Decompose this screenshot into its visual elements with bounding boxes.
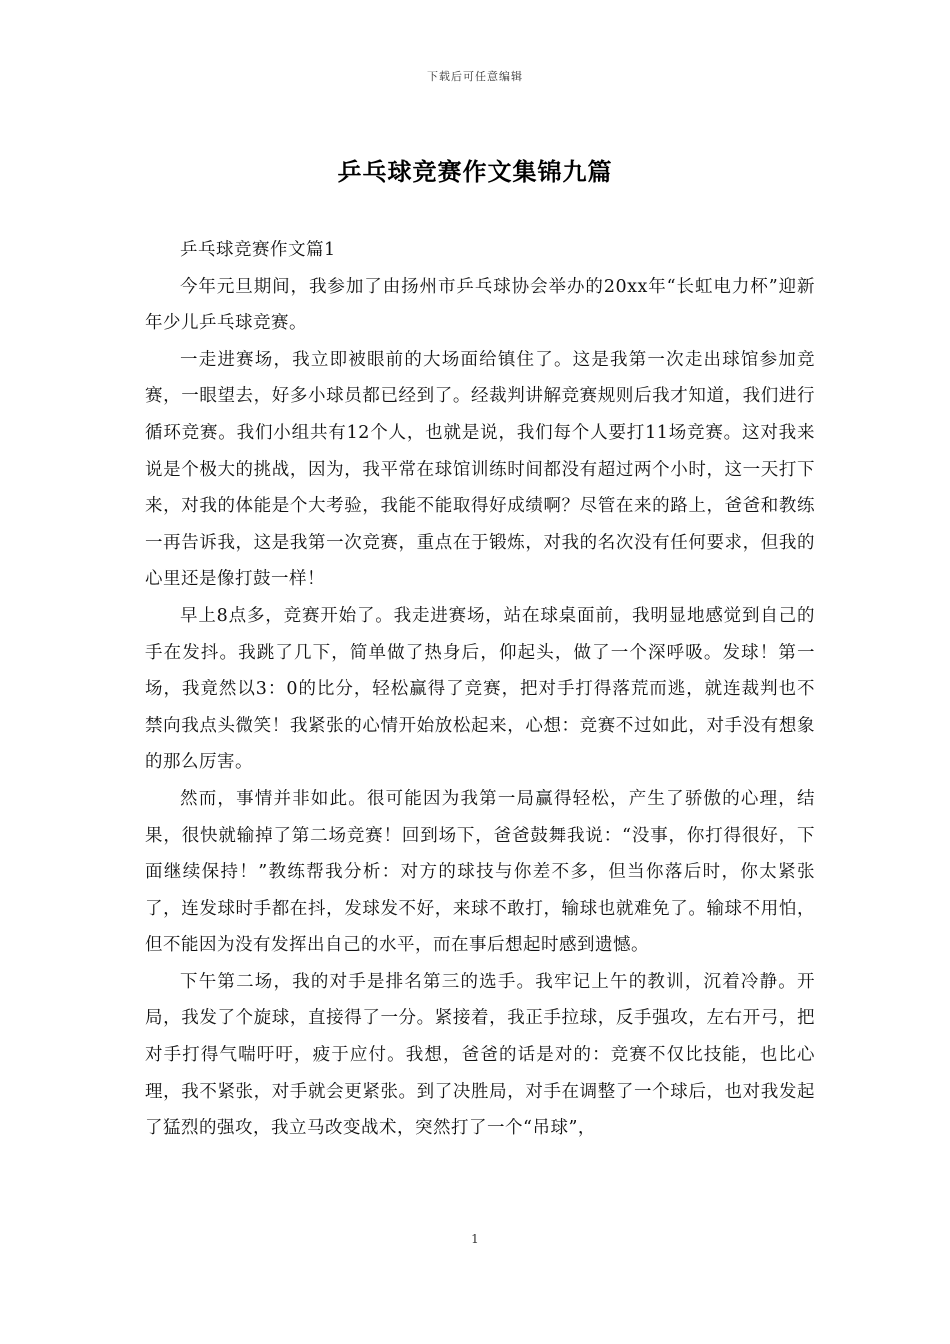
paragraph: 早上8点多，竞赛开始了。我走进赛场，站在球桌面前，我明显地感觉到自己的手在发抖。我跳了几下，简单做了热身后，仰起头，做了一个深呼吸。发球！第一场，我竟然以3：0的比分，轻松赢得了竞赛，把对手打得落荒而逃，就连裁判也不禁向我点头微笑！我紧张的心情开始放松起来，心想：竞赛不过如此，对手没有想象的那么厉害。 — [145, 605, 815, 773]
document-title: 乒乓球竞赛作文集锦九篇 — [337, 157, 613, 186]
document-body — [145, 232, 815, 1147]
paragraph: 下午第二场，我的对手是排名第三的选手。我牢记上午的教训，沉着冷静。开局，我发了个旋球，直接得了一分。紧接着，我正手拉球，反手强攻，左右开弓，把对手打得气喘吁吁，疲于应付。我想，爸爸的话是对的：竞赛不仅比技能，也比心理，我不紧张，对手就会更紧张。到了决胜局，对手在调整了一个球后，也对我发起了猛烈的强攻，我立马改变战术，突然打了一个“吊球”， — [145, 971, 815, 1139]
paragraph: 一走进赛场，我立即被眼前的大场面给镇住了。这是我第一次走出球馆参加竞赛，一眼望去，好多小球员都已经到了。经裁判讲解竞赛规则后我才知道，我们进行循环竞赛。我们小组共有12个人，也就是说，我们每个人要打11场竞赛。这对我来说是个极大的挑战，因为，我平常在球馆训练时间都没有超过两个小时，这一天打下来，对我的体能是个大考验，我能不能取得好成绩啊？尽管在来的路上，爸爸和教练一再告诉我，这是我第一次竞赛，重点在于锻炼，对我的名次没有任何要求，但我的心里还是像打鼓一样！ — [145, 349, 815, 590]
page-header-note: 下载后可任意编辑 — [427, 70, 523, 83]
page-number: 1 — [471, 1232, 479, 1246]
paragraph: 今年元旦期间，我参加了由扬州市乒乓球协会举办的20xx年“长虹电力杯”迎新年少儿乒乓球竞赛。 — [145, 276, 815, 334]
section-heading: 乒乓球竞赛作文篇1 — [180, 240, 336, 260]
paragraph: 然而，事情并非如此。很可能因为我第一局赢得轻松，产生了骄傲的心理，结果，很快就输掉了第二场竞赛！回到场下，爸爸鼓舞我说：“没事，你打得很好，下面继续保持！”教练帮我分析：对方的球技与你差不多，但当你落后时，你太紧张了，连发球时手都在抖，发球发不好，来球不敢打，输球也就难免了。输球不用怕，但不能因为没有发挥出自己的水平，而在事后想起时感到遗憾。 — [145, 788, 815, 956]
